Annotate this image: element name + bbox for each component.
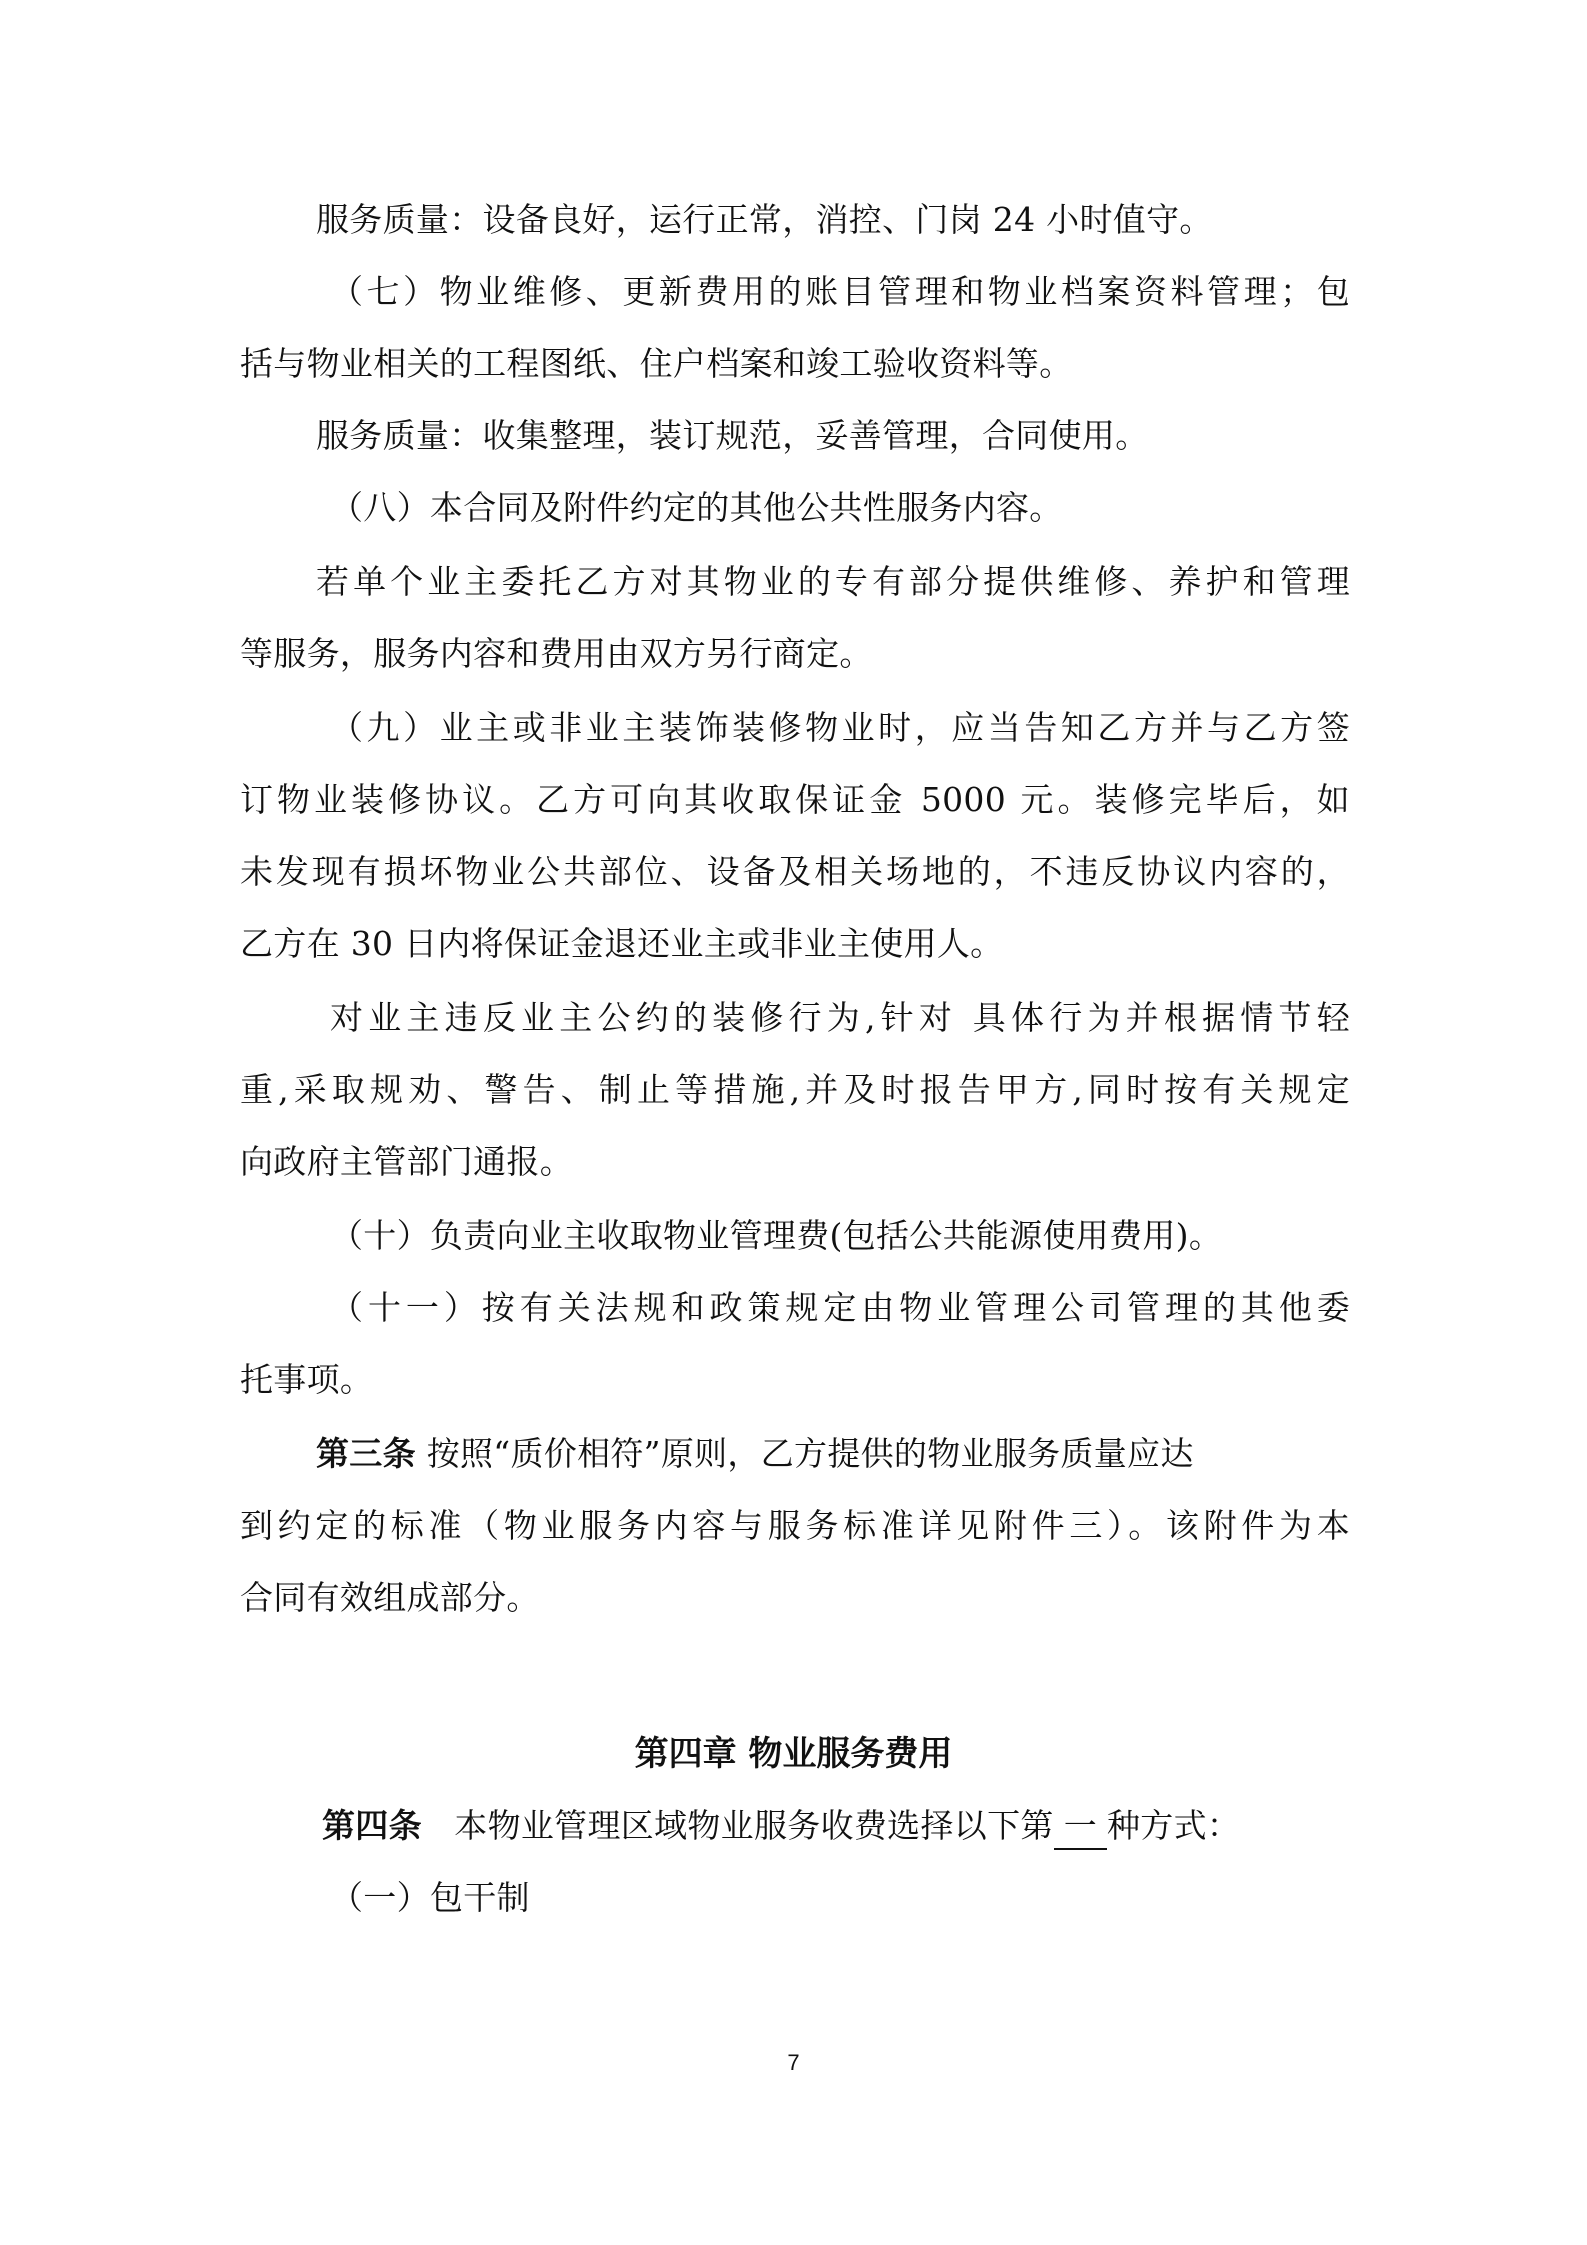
article-4-text: 本物业管理区域物业服务收费选择以下第 [421, 1806, 1054, 1845]
paragraph-item-7-line2: 括与物业相关的工程图纸、住户档案和竣工验收资料等。 [240, 344, 1073, 383]
paragraph-violation-line3: 向政府主管部门通报。 [240, 1142, 573, 1181]
paragraph-item-9-line3: 未发现有损坏物业公共部位、设备及相关场地的，不违反协议内容的， [240, 852, 1350, 891]
paragraph-service-quality-2: 服务质量：收集整理，装订规范，妥善管理，合同使用。 [316, 416, 1149, 455]
paragraph-item-7-line1: （七）物业维修、更新费用的账目管理和物业档案资料管理；包 [330, 272, 1350, 311]
paragraph-article-3-line2: 到约定的标准（物业服务内容与服务标准详见附件三）。该附件为本 [240, 1506, 1350, 1545]
paragraph-exclusive-line2: 等服务，服务内容和费用由双方另行商定。 [240, 634, 873, 673]
article-4-tail: 种方式： [1107, 1806, 1241, 1845]
article-4-fill-in: 一 [1054, 1804, 1107, 1850]
page-number: 7 [787, 2050, 800, 2075]
article-3-label: 第三条 [316, 1434, 416, 1473]
paragraph-item-1-lump-sum: （一）包干制 [330, 1878, 530, 1917]
paragraph-violation-line2: 重,采取规劝、警告、制止等措施,并及时报告甲方,同时按有关规定 [240, 1070, 1350, 1109]
chapter-title: 第四章 物业服务费用 [634, 1734, 953, 1774]
paragraph-item-10: （十）负责向业主收取物业管理费(包括公共能源使用费用)。 [330, 1216, 1223, 1255]
paragraph-item-11-line1: （十一）按有关法规和政策规定由物业管理公司管理的其他委 [330, 1288, 1350, 1327]
paragraph-exclusive-line1: 若单个业主委托乙方对其物业的专有部分提供维修、养护和管理 [316, 562, 1350, 601]
paragraph-article-3-line1 [316, 1432, 1350, 1476]
article-3-text: 按照“质价相符”原则，乙方提供的物业服务质量应达 [415, 1434, 1194, 1473]
paragraph-article-3-line3: 合同有效组成部分。 [240, 1578, 540, 1617]
paragraph-article-4 [322, 1804, 1352, 1850]
paragraph-item-9-line1: （九）业主或非业主装饰装修物业时，应当告知乙方并与乙方签 [330, 708, 1350, 747]
paragraph-item-8: （八）本合同及附件约定的其他公共性服务内容。 [330, 488, 1063, 527]
article-4-label: 第四条 [322, 1806, 422, 1845]
paragraph-violation-line1: 对业主违反业主公约的装修行为,针对 具体行为并根据情节轻 [330, 998, 1350, 1037]
paragraph-service-quality-1: 服务质量：设备良好，运行正常，消控、门岗 24 小时值守。 [316, 200, 1213, 239]
paragraph-item-11-line2: 托事项。 [240, 1360, 374, 1399]
paragraph-item-9-line4: 乙方在 30 日内将保证金退还业主或非业主使用人。 [240, 924, 1004, 963]
paragraph-item-9-line2: 订物业装修协议。乙方可向其收取保证金 5000 元。装修完毕后，如 [240, 780, 1350, 819]
